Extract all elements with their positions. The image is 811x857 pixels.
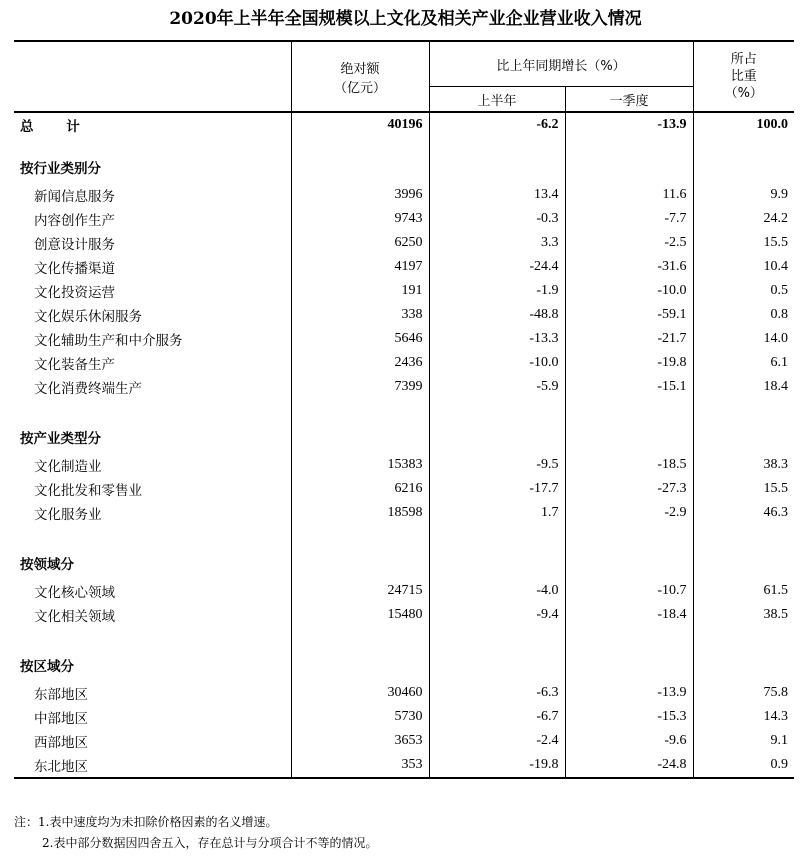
row-label: 新闻信息服务 <box>34 189 115 205</box>
row-share: 61.5 <box>693 579 794 603</box>
row-q1: -19.8 <box>565 351 693 375</box>
row-q1: -31.6 <box>565 255 693 279</box>
section-empty-cell <box>693 417 794 449</box>
section-title: 按区域分 <box>20 659 74 675</box>
spacer-cell <box>565 137 693 147</box>
row-share: 38.5 <box>693 603 794 627</box>
table-row <box>14 705 794 729</box>
spacer-cell <box>429 137 565 147</box>
row-q1: -10.0 <box>565 279 693 303</box>
revenue-table <box>14 40 794 779</box>
row-q1: -59.1 <box>565 303 693 327</box>
notes <box>14 812 377 854</box>
spacer-cell <box>693 627 794 645</box>
row-share: 24.2 <box>693 207 794 231</box>
row-share: 14.3 <box>693 705 794 729</box>
section-empty-cell <box>429 417 565 449</box>
row-abs: 3653 <box>291 729 429 753</box>
spacer-cell <box>14 137 291 147</box>
row-abs: 9743 <box>291 207 429 231</box>
section-header-row <box>14 645 794 677</box>
table-row <box>14 681 794 705</box>
row-q1: -21.7 <box>565 327 693 351</box>
section-empty-cell <box>693 645 794 677</box>
row-label: 文化辅助生产和中介服务 <box>34 333 183 349</box>
row-h1: 3.3 <box>429 231 565 255</box>
row-q1: -2.5 <box>565 231 693 255</box>
total-h1: -6.2 <box>429 112 565 137</box>
row-h1: -17.7 <box>429 477 565 501</box>
header-growth: 比上年同期增长（%） <box>429 41 693 87</box>
row-share: 0.5 <box>693 279 794 303</box>
page-title: 2020年上半年全国规模以上文化及相关产业企业营业收入情况 <box>169 9 642 29</box>
row-abs: 5646 <box>291 327 429 351</box>
row-q1: 11.6 <box>565 183 693 207</box>
section-empty-cell <box>291 543 429 575</box>
row-share: 18.4 <box>693 375 794 399</box>
row-share: 46.3 <box>693 501 794 525</box>
spacer-cell <box>291 399 429 417</box>
row-q1: -24.8 <box>565 753 693 778</box>
spacer-cell <box>291 137 429 147</box>
section-title: 按产业类型分 <box>20 431 101 447</box>
row-label: 文化投资运营 <box>34 285 115 301</box>
spacer-row <box>14 137 794 147</box>
row-label: 东北地区 <box>14 753 291 778</box>
row-label: 东部地区 <box>34 687 88 703</box>
spacer-cell <box>291 525 429 543</box>
header-absolute: 绝对额 （亿元） <box>291 41 429 112</box>
section-empty-cell <box>565 147 693 179</box>
table-row <box>14 729 794 753</box>
row-h1: -4.0 <box>429 579 565 603</box>
total-label: 总 计 <box>20 119 94 135</box>
row-share: 0.9 <box>693 753 794 778</box>
row-label: 创意设计服务 <box>34 237 115 253</box>
row-q1: -18.4 <box>565 603 693 627</box>
row-h1: -5.9 <box>429 375 565 399</box>
section-title: 按行业类别分 <box>20 161 101 177</box>
row-share: 14.0 <box>693 327 794 351</box>
spacer-cell <box>693 399 794 417</box>
note-2: 2.表中部分数据因四舍五入，存在总计与分项合计不等的情况。 <box>42 836 378 850</box>
row-abs: 338 <box>291 303 429 327</box>
row-share: 75.8 <box>693 681 794 705</box>
table-row <box>14 375 794 399</box>
row-abs: 191 <box>291 279 429 303</box>
header-share: 所占 比重 （%） <box>693 41 794 112</box>
row-share: 6.1 <box>693 351 794 375</box>
row-abs: 30460 <box>291 681 429 705</box>
spacer-cell <box>429 627 565 645</box>
row-label: 西部地区 <box>34 735 88 751</box>
row-share: 38.3 <box>693 453 794 477</box>
spacer-cell <box>14 525 291 543</box>
row-q1: -18.5 <box>565 453 693 477</box>
table-row <box>14 753 794 778</box>
row-h1: 1.7 <box>429 501 565 525</box>
total-abs: 40196 <box>291 112 429 137</box>
row-abs: 7399 <box>291 375 429 399</box>
header-h1: 上半年 <box>429 87 565 113</box>
row-q1: -9.6 <box>565 729 693 753</box>
row-q1: -7.7 <box>565 207 693 231</box>
section-empty-cell <box>565 645 693 677</box>
spacer-cell <box>429 399 565 417</box>
table-row <box>14 477 794 501</box>
row-h1: -48.8 <box>429 303 565 327</box>
row-label: 文化服务业 <box>34 507 102 523</box>
section-empty-cell <box>429 645 565 677</box>
table-row <box>14 255 794 279</box>
row-label: 内容创作生产 <box>34 213 115 229</box>
row-h1: -6.7 <box>429 705 565 729</box>
row-q1: -10.7 <box>565 579 693 603</box>
spacer-cell <box>291 627 429 645</box>
section-empty-cell <box>565 417 693 449</box>
spacer-row <box>14 399 794 417</box>
header-blank <box>14 41 291 112</box>
row-label: 文化装备生产 <box>34 357 115 373</box>
spacer-cell <box>693 525 794 543</box>
row-abs: 24715 <box>291 579 429 603</box>
row-q1: -15.3 <box>565 705 693 729</box>
section-empty-cell <box>429 147 565 179</box>
table-row <box>14 327 794 351</box>
row-abs: 15383 <box>291 453 429 477</box>
spacer-row <box>14 525 794 543</box>
row-h1: -19.8 <box>429 753 565 778</box>
row-label: 文化批发和零售业 <box>34 483 142 499</box>
row-share: 15.5 <box>693 231 794 255</box>
row-h1: -9.5 <box>429 453 565 477</box>
row-share: 10.4 <box>693 255 794 279</box>
row-q1: -2.9 <box>565 501 693 525</box>
spacer-cell <box>429 525 565 543</box>
row-label: 文化制造业 <box>34 459 102 475</box>
row-h1: -24.4 <box>429 255 565 279</box>
row-share: 9.9 <box>693 183 794 207</box>
spacer-cell <box>565 525 693 543</box>
spacer-cell <box>14 627 291 645</box>
section-header-row <box>14 543 794 575</box>
row-abs: 6250 <box>291 231 429 255</box>
section-title: 按领域分 <box>20 557 74 573</box>
row-abs: 3996 <box>291 183 429 207</box>
row-q1: -15.1 <box>565 375 693 399</box>
table-row <box>14 231 794 255</box>
section-header-row <box>14 147 794 179</box>
row-h1: -0.3 <box>429 207 565 231</box>
row-label: 文化消费终端生产 <box>34 381 142 397</box>
row-label: 文化核心领域 <box>34 585 115 601</box>
table-row <box>14 279 794 303</box>
table-row <box>14 453 794 477</box>
section-empty-cell <box>291 147 429 179</box>
row-h1: -6.3 <box>429 681 565 705</box>
section-empty-cell <box>565 543 693 575</box>
table-row <box>14 207 794 231</box>
row-abs: 4197 <box>291 255 429 279</box>
spacer-cell <box>565 399 693 417</box>
spacer-row <box>14 627 794 645</box>
table-row <box>14 303 794 327</box>
table-row <box>14 351 794 375</box>
row-share: 15.5 <box>693 477 794 501</box>
header-q1: 一季度 <box>565 87 693 113</box>
row-abs: 15480 <box>291 603 429 627</box>
row-label: 中部地区 <box>34 711 88 727</box>
row-share: 0.8 <box>693 303 794 327</box>
row-h1: 13.4 <box>429 183 565 207</box>
total-row <box>14 112 794 137</box>
total-share: 100.0 <box>693 112 794 137</box>
row-q1: -27.3 <box>565 477 693 501</box>
total-q1: -13.9 <box>565 112 693 137</box>
row-label: 文化相关领域 <box>34 609 115 625</box>
row-abs: 353 <box>291 753 429 778</box>
section-empty-cell <box>693 147 794 179</box>
section-empty-cell <box>291 645 429 677</box>
note-1: 注：1.表中速度均为未扣除价格因素的名义增速。 <box>14 815 278 829</box>
row-label: 文化娱乐休闲服务 <box>34 309 142 325</box>
row-h1: -1.9 <box>429 279 565 303</box>
row-abs: 6216 <box>291 477 429 501</box>
row-abs: 2436 <box>291 351 429 375</box>
row-h1: -2.4 <box>429 729 565 753</box>
row-h1: -13.3 <box>429 327 565 351</box>
table-row <box>14 603 794 627</box>
row-share: 9.1 <box>693 729 794 753</box>
row-label: 文化传播渠道 <box>34 261 115 277</box>
section-empty-cell <box>429 543 565 575</box>
spacer-cell <box>565 627 693 645</box>
row-h1: -9.4 <box>429 603 565 627</box>
spacer-cell <box>14 399 291 417</box>
section-empty-cell <box>693 543 794 575</box>
row-abs: 18598 <box>291 501 429 525</box>
table-row <box>14 501 794 525</box>
section-header-row <box>14 417 794 449</box>
table-row <box>14 183 794 207</box>
row-h1: -10.0 <box>429 351 565 375</box>
row-q1: -13.9 <box>565 681 693 705</box>
row-abs: 5730 <box>291 705 429 729</box>
spacer-cell <box>693 137 794 147</box>
section-empty-cell <box>291 417 429 449</box>
table-row <box>14 579 794 603</box>
